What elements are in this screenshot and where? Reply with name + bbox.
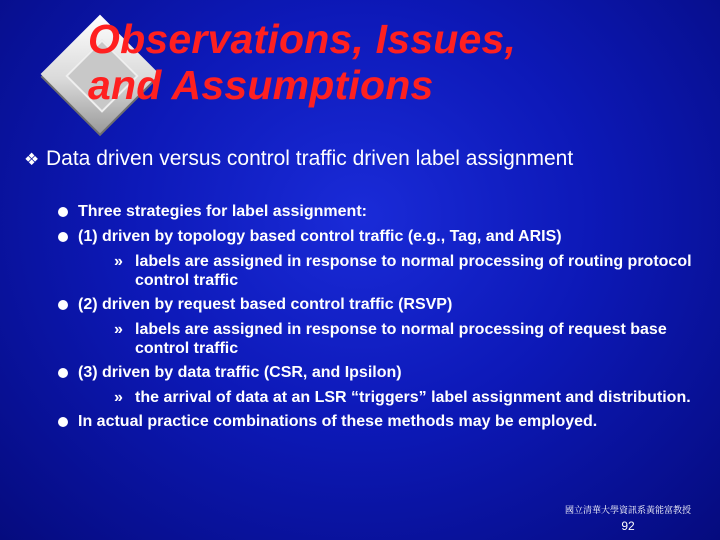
double-chevron-icon: » <box>114 253 123 270</box>
sub-point-4 <box>56 363 696 407</box>
double-chevron-icon: » <box>114 389 123 406</box>
sub-point-detail <box>78 388 696 407</box>
sub-point-text: Three strategies for label assignment: <box>78 203 367 220</box>
title-line-1: Observations, Issues, <box>88 16 517 62</box>
sub-point-text: In actual practice combinations of these methods may be employed. <box>78 413 598 430</box>
sub-point-text: (3) driven by data traffic (CSR, and Ipsilon) <box>78 364 402 381</box>
sub-point-5 <box>56 412 696 432</box>
dot-bullet-icon <box>58 300 68 310</box>
page-number: 92 <box>621 519 635 533</box>
dot-bullet-icon <box>58 207 68 217</box>
sub-point-text: (1) driven by topology based control traffic (e.g., Tag, and ARIS) <box>78 228 562 245</box>
main-point-text: Data driven versus control traffic driven label assignment <box>46 147 574 170</box>
slide-title <box>88 16 516 108</box>
sub-point-1 <box>56 202 696 222</box>
sub-point-detail-text: the arrival of data at an LSR “triggers” label assignment and distribution. <box>135 389 691 406</box>
double-chevron-icon: » <box>114 321 123 338</box>
sub-point-2 <box>56 227 696 290</box>
footer-author-note: 國立清華大學資訊系黃能富教授 <box>564 505 691 515</box>
dot-bullet-icon <box>58 368 68 378</box>
dot-bullet-icon <box>58 232 68 242</box>
sub-point-detail <box>78 252 696 290</box>
sub-point-detail-text: labels are assigned in response to normal processing of routing protocol control traffic <box>135 253 692 289</box>
main-bullet-point <box>24 146 674 171</box>
dot-bullet-icon <box>58 417 68 427</box>
title-line-2: and Assumptions <box>88 62 434 108</box>
checkmark-bullet-icon: ❖ <box>24 150 40 169</box>
sub-point-detail-text: labels are assigned in response to normal processing of request base control traffic <box>135 321 667 357</box>
sub-point-list <box>56 202 696 437</box>
sub-point-text: (2) driven by request based control traffic (RSVP) <box>78 296 453 313</box>
sub-point-3 <box>56 295 696 358</box>
sub-point-detail <box>78 320 696 358</box>
